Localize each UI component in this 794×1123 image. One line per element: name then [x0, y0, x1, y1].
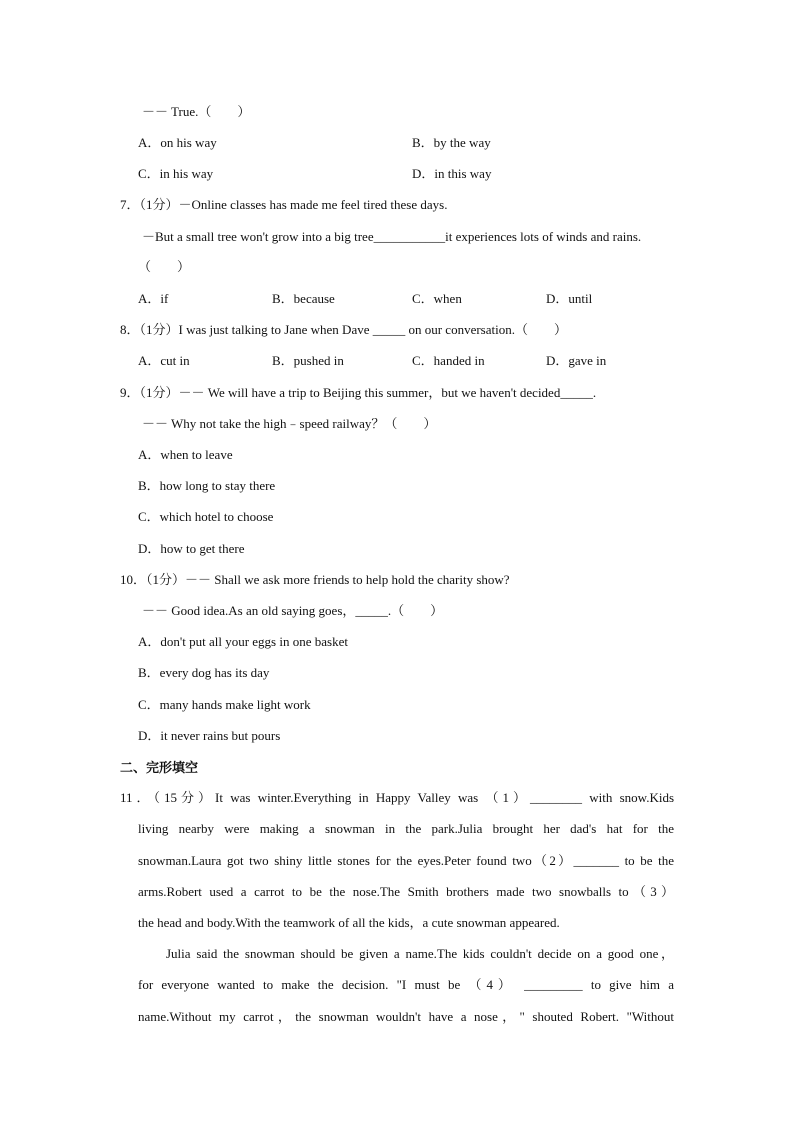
option-letter: A． — [138, 634, 161, 649]
question-11-line-2: living nearby were making a snowman in the park.Julia brought her dad's hat for the — [138, 821, 674, 836]
option-d[interactable] — [546, 291, 592, 307]
option-letter: C． — [412, 291, 434, 306]
question-10-line2: －－ Good idea.As an old saying goes，_____.（ ） — [142, 603, 444, 618]
question-9-stem: 9．（1分）－－ We will have a trip to Beijing this summer，but we haven't decided_____. — [120, 385, 597, 400]
option-letter: A． — [138, 353, 161, 368]
option-c[interactable] — [412, 353, 485, 369]
option-text: how to get there — [160, 541, 245, 556]
option-text: because — [293, 291, 335, 306]
option-letter: D． — [138, 728, 161, 743]
question-7-line2: －But a small tree won't grow into a big tree___________it experiences lots of winds and rains. — [142, 229, 642, 244]
option-text: don't put all your eggs in one basket — [160, 634, 348, 649]
question-11-line-4: arms.Robert used a carrot to be the nose.The Smith brothers made two snowballs to（3） — [138, 884, 674, 899]
option-letter: D． — [138, 541, 161, 556]
option-letter: D． — [546, 291, 569, 306]
option-letter: D． — [546, 353, 569, 368]
option-a[interactable] — [138, 634, 348, 650]
question-8-stem: 8．（1分）I was just talking to Jane when Dave _____ on our conversation.（ ） — [120, 322, 567, 337]
option-a[interactable] — [138, 353, 190, 369]
option-text: which hotel to choose — [159, 509, 274, 524]
option-a[interactable] — [138, 447, 233, 463]
option-text: by the way — [433, 135, 491, 150]
option-c[interactable] — [138, 166, 213, 182]
question-11-line-8: name.Without my carrot，the snowman wouldn't have a nose，" shouted Robert. "Without — [138, 1009, 674, 1024]
option-text: in his way — [159, 166, 214, 181]
option-text: cut in — [160, 353, 190, 368]
option-c[interactable] — [138, 697, 311, 713]
question-10-stem: 10．（1分）－－ Shall we ask more friends to help hold the charity show? — [120, 572, 510, 587]
option-text: if — [160, 291, 169, 306]
option-letter: A． — [138, 291, 161, 306]
option-text: when to leave — [160, 447, 233, 462]
option-b[interactable] — [138, 665, 269, 681]
option-b[interactable] — [272, 291, 335, 307]
option-b[interactable] — [272, 353, 344, 369]
prev-question-answer-line: －－ True.（ ） — [142, 104, 251, 119]
option-letter: B． — [412, 135, 434, 150]
question-11-line-5: the head and body.With the teamwork of all the kids，a cute snowman appeared. — [138, 915, 560, 930]
option-text: every dog has its day — [159, 665, 270, 680]
option-text: gave in — [568, 353, 607, 368]
option-text: until — [568, 291, 593, 306]
section-heading: 二、完形填空 — [120, 760, 199, 775]
option-text: when — [433, 291, 462, 306]
question-11-line-1: 11．（15分）It was winter.Everything in Happy Valley was （1）________ with snow.Kids — [120, 790, 674, 805]
option-d[interactable] — [138, 541, 245, 557]
option-letter: B． — [138, 478, 160, 493]
option-text: on his way — [160, 135, 217, 150]
option-text: handed in — [433, 353, 485, 368]
option-a[interactable] — [138, 135, 217, 151]
option-letter: C． — [138, 509, 160, 524]
option-text: it never rains but pours — [160, 728, 281, 743]
question-11-line-7: for everyone wanted to make the decision. "I must be （4） _________ to give him a — [138, 977, 674, 992]
option-d[interactable] — [138, 728, 280, 744]
option-text: how long to stay there — [159, 478, 276, 493]
option-letter: B． — [272, 291, 294, 306]
question-7-paren: （ ） — [138, 259, 191, 274]
option-b[interactable] — [412, 135, 491, 151]
option-text: many hands make light work — [159, 697, 311, 712]
option-letter: B． — [138, 665, 160, 680]
option-letter: C． — [138, 166, 160, 181]
option-text: in this way — [434, 166, 492, 181]
option-letter: A． — [138, 135, 161, 150]
option-d[interactable] — [546, 353, 606, 369]
option-c[interactable] — [138, 509, 273, 525]
option-a[interactable] — [138, 291, 168, 307]
question-9-line2: －－ Why not take the high﹣speed railway？（ ） — [142, 416, 437, 431]
option-letter: D． — [412, 166, 435, 181]
option-d[interactable] — [412, 166, 491, 182]
option-letter: C． — [412, 353, 434, 368]
option-c[interactable] — [412, 291, 462, 307]
question-11-line-6: Julia said the snowman should be given a name.The kids couldn't decide on a good one， — [166, 946, 674, 961]
option-letter: A． — [138, 447, 161, 462]
option-letter: C． — [138, 697, 160, 712]
option-text: pushed in — [293, 353, 344, 368]
question-7-stem: 7．（1分）－Online classes has made me feel tired these days. — [120, 197, 448, 212]
option-b[interactable] — [138, 478, 275, 494]
option-letter: B． — [272, 353, 294, 368]
question-11-line-3: snowman.Laura got two shiny little stones for the eyes.Peter found two（2）_______ to be the — [138, 853, 674, 868]
